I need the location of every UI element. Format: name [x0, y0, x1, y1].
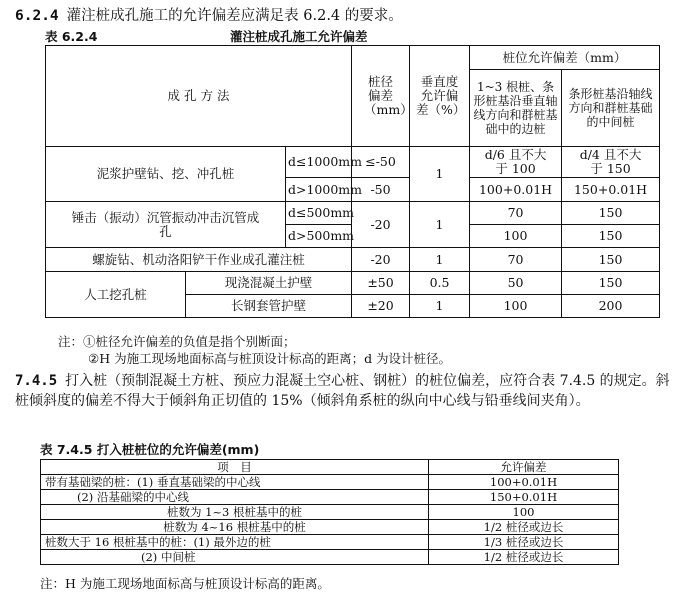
- cond-cell: d>1000mm: [286, 178, 352, 202]
- table-label: 表 7.4.5 打入桩桩位的允许偏差(mm): [40, 442, 260, 457]
- pos-a-cell: 100+0.01H: [470, 178, 562, 202]
- clause-6-2-4: [15, 4, 403, 25]
- cond-cell: 现浇混凝土护壁: [186, 272, 352, 295]
- table-label: 表 6.2.4: [45, 29, 98, 44]
- table-row: [46, 248, 660, 272]
- pos-b-cell: 150: [562, 202, 660, 225]
- table-row: [46, 202, 660, 225]
- item-cell: 桩数为 1~3 根桩基中的桩: [41, 505, 429, 520]
- cond-cell: d>500mm: [286, 225, 352, 248]
- item-cell: 带有基础梁的桩：(1) 垂直基础梁的中心线: [41, 475, 429, 490]
- pos-a-cell: d/6 且不大于 100: [470, 147, 562, 178]
- tol-cell: 100: [429, 505, 619, 520]
- method-manual: 人工挖孔桩: [46, 272, 186, 318]
- header-diameter: 桩径偏差（mm）: [352, 46, 410, 147]
- table-title: 灌注桩成孔施工允许偏差: [230, 29, 368, 44]
- tol-cell: 1/2 桩径或边长: [429, 520, 619, 535]
- tol-cell: 150+0.01H: [429, 490, 619, 505]
- dia-cell: -20: [352, 202, 410, 248]
- vert-cell: 0.5: [410, 272, 470, 295]
- clause-text: 打入桩（预制混凝土方桩、预应力混凝土空心桩、钢桩）的桩位偏差，应符合表 7.4.5 的规定。斜桩倾斜度的偏差不得大于倾斜角正切值的 15%（倾斜角系桩的纵向中心线与铅垂线间夹角）。: [15, 373, 670, 409]
- header-position: 桩位允许偏差（mm）: [470, 46, 660, 70]
- pos-b-cell: 200: [562, 295, 660, 318]
- table-row: [46, 147, 660, 178]
- clause-number: 7.4.5: [15, 373, 58, 389]
- item-cell: 桩数大于 16 根桩基中的桩：(1) 最外边的桩: [41, 535, 429, 550]
- table-note: 注：H 为施工现场地面标高与桩顶设计标高的距离。: [40, 576, 330, 591]
- tol-cell: 1/2 桩径或边长: [429, 550, 619, 565]
- vert-cell: 1: [410, 202, 470, 248]
- table-row: [46, 272, 660, 295]
- table-row: [41, 505, 619, 520]
- clause-7-4-5: [15, 371, 675, 411]
- clause-number: 6.2.4: [15, 8, 59, 24]
- table-row: [41, 550, 619, 565]
- pos-b-cell: 150: [562, 272, 660, 295]
- cond-cell: d≤500mm: [286, 202, 352, 225]
- table-6-2-4: [45, 45, 660, 318]
- header-position-b: 条形桩基沿轴线方向和群桩基础的中间桩: [562, 70, 660, 147]
- cond-cell: 长钢套管护壁: [186, 295, 352, 318]
- item-cell: (2) 沿基础梁的中心线: [41, 490, 429, 505]
- header-vertical: 垂直度允许偏差（%）: [410, 46, 470, 147]
- table-row: [41, 520, 619, 535]
- method-auger: 螺旋钻、机动洛阳铲干作业成孔灌注桩: [46, 248, 352, 272]
- table-row: [41, 535, 619, 550]
- dia-cell: -20: [352, 248, 410, 272]
- pos-b-cell: d/4 且不大于 150: [562, 147, 660, 178]
- pos-a-cell: 100: [470, 295, 562, 318]
- pos-a-cell: 50: [470, 272, 562, 295]
- header-item: 项 目: [41, 460, 429, 475]
- vert-cell: 1: [410, 295, 470, 318]
- pos-b-cell: 150: [562, 248, 660, 272]
- table-title: 打入桩桩位的允许偏差(mm): [96, 442, 260, 457]
- method-mud: 泥浆护壁钻、挖、冲孔桩: [46, 147, 286, 202]
- table-note-2: ②H 为施工现场地面标高与桩顶设计标高的距离；d 为设计桩径。: [88, 351, 452, 366]
- vert-cell: 1: [410, 248, 470, 272]
- pos-a-cell: 100: [470, 225, 562, 248]
- pos-a-cell: 70: [470, 248, 562, 272]
- header-method: 成 孔 方 法: [46, 46, 352, 147]
- pos-b-cell: 150: [562, 225, 660, 248]
- table-row: [41, 475, 619, 490]
- vert-cell: 1: [410, 147, 470, 202]
- dia-cell: ±50: [352, 272, 410, 295]
- header-tolerance: 允许偏差: [429, 460, 619, 475]
- tol-cell: 100+0.01H: [429, 475, 619, 490]
- pos-a-cell: 70: [470, 202, 562, 225]
- header-position-a: 1~3 根桩、条形桩基沿垂直轴线方向和群桩基础中的边桩: [470, 70, 562, 147]
- dia-cell: ≤-50: [352, 147, 410, 178]
- item-cell: 桩数为 4~16 根桩基中的桩: [41, 520, 429, 535]
- clause-text: 灌注桩成孔施工的允许偏差应满足表 6.2.4 的要求。: [66, 8, 403, 24]
- table-note-1: 注：①桩径允许偏差的负值是指个别断面；: [58, 334, 296, 349]
- table-row: [41, 490, 619, 505]
- method-driven: 锤击（振动）沉管振动冲击沉管成孔: [46, 202, 286, 248]
- dia-cell: ±20: [352, 295, 410, 318]
- dia-cell: -50: [352, 178, 410, 202]
- table-7-4-5: [40, 459, 619, 565]
- cond-cell: d≤1000mm: [286, 147, 352, 178]
- tol-cell: 1/3 桩径或边长: [429, 535, 619, 550]
- pos-b-cell: 150+0.01H: [562, 178, 660, 202]
- item-cell: (2) 中间桩: [41, 550, 429, 565]
